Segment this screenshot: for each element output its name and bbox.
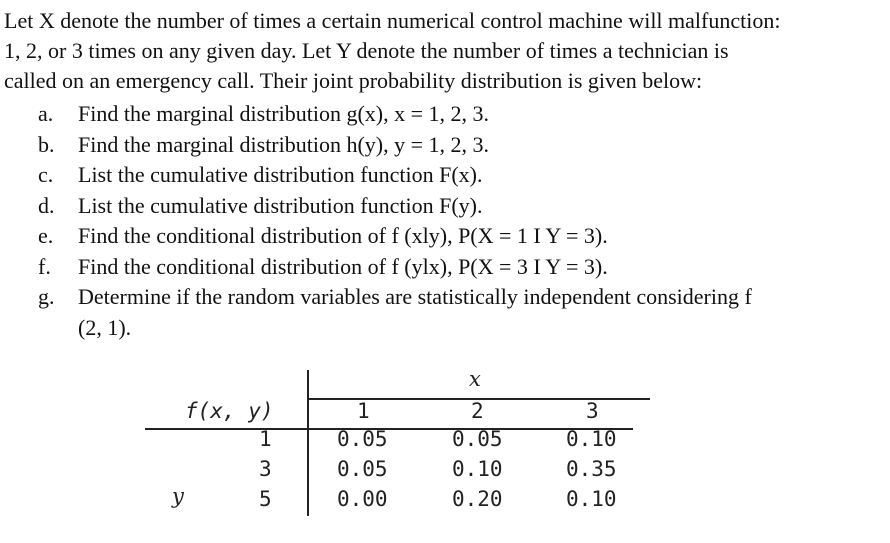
question-text: Find the marginal distribution h(y), y = 1, 2, 3. [78, 131, 490, 157]
intro-line-1: Let X denote the number of times a certain numerical control machine will malfunction: [4, 8, 781, 33]
table-cell: 0.20 [452, 487, 503, 511]
question-letter: e. [38, 223, 54, 248]
y-variable-label: y [172, 484, 184, 508]
question-letter: d. [38, 192, 55, 218]
intro-line-3: called on an emergency call. Their joint probability distribution is given below: [4, 68, 703, 93]
question-letter: b. [38, 131, 55, 157]
question-text: Find the conditional distribution of f (ylx), P(X = 3 I Y = 3). [78, 253, 608, 279]
question-letter: f. [38, 253, 51, 279]
question-letter: a. [38, 101, 54, 126]
question-letter: g. [38, 284, 55, 309]
table-cell: 0.10 [566, 427, 617, 451]
table-cell: 0.00 [337, 487, 388, 511]
y-value-5: 5 [259, 487, 272, 511]
x-value-3: 3 [586, 399, 599, 423]
question-text: Find the conditional distribution of f (xly), P(X = 1 I Y = 3). [78, 223, 608, 248]
corner-label: f(x, y) [185, 399, 274, 423]
table-cell: 0.05 [337, 457, 388, 481]
x-value-1: 1 [357, 399, 370, 423]
table-cell: 0.05 [337, 427, 388, 451]
question-text: Determine if the random variables are statistically independent considering f [78, 284, 752, 309]
question-text: List the cumulative distribution function F(x). [78, 162, 483, 187]
table-header-bottom-rule [145, 428, 633, 430]
question-letter: c. [38, 162, 54, 187]
question-text: List the cumulative distribution function F(y). [78, 192, 483, 218]
question-text-continued: (2, 1). [78, 314, 132, 340]
intro-line-2: 1, 2, or 3 times on any given day. Let Y denote the number of times a technician is [4, 38, 729, 63]
y-value-1: 1 [259, 427, 272, 451]
table-cell: 0.10 [566, 487, 617, 511]
table-divider-vertical [307, 370, 309, 516]
question-text: Find the marginal distribution g(x), x = 1, 2, 3. [78, 101, 490, 126]
table-cell: 0.10 [452, 457, 503, 481]
x-value-2: 2 [471, 399, 484, 423]
y-value-3: 3 [259, 457, 272, 481]
table-cell: 0.05 [452, 427, 503, 451]
x-variable-label: x [469, 367, 481, 391]
table-cell: 0.35 [566, 457, 617, 481]
